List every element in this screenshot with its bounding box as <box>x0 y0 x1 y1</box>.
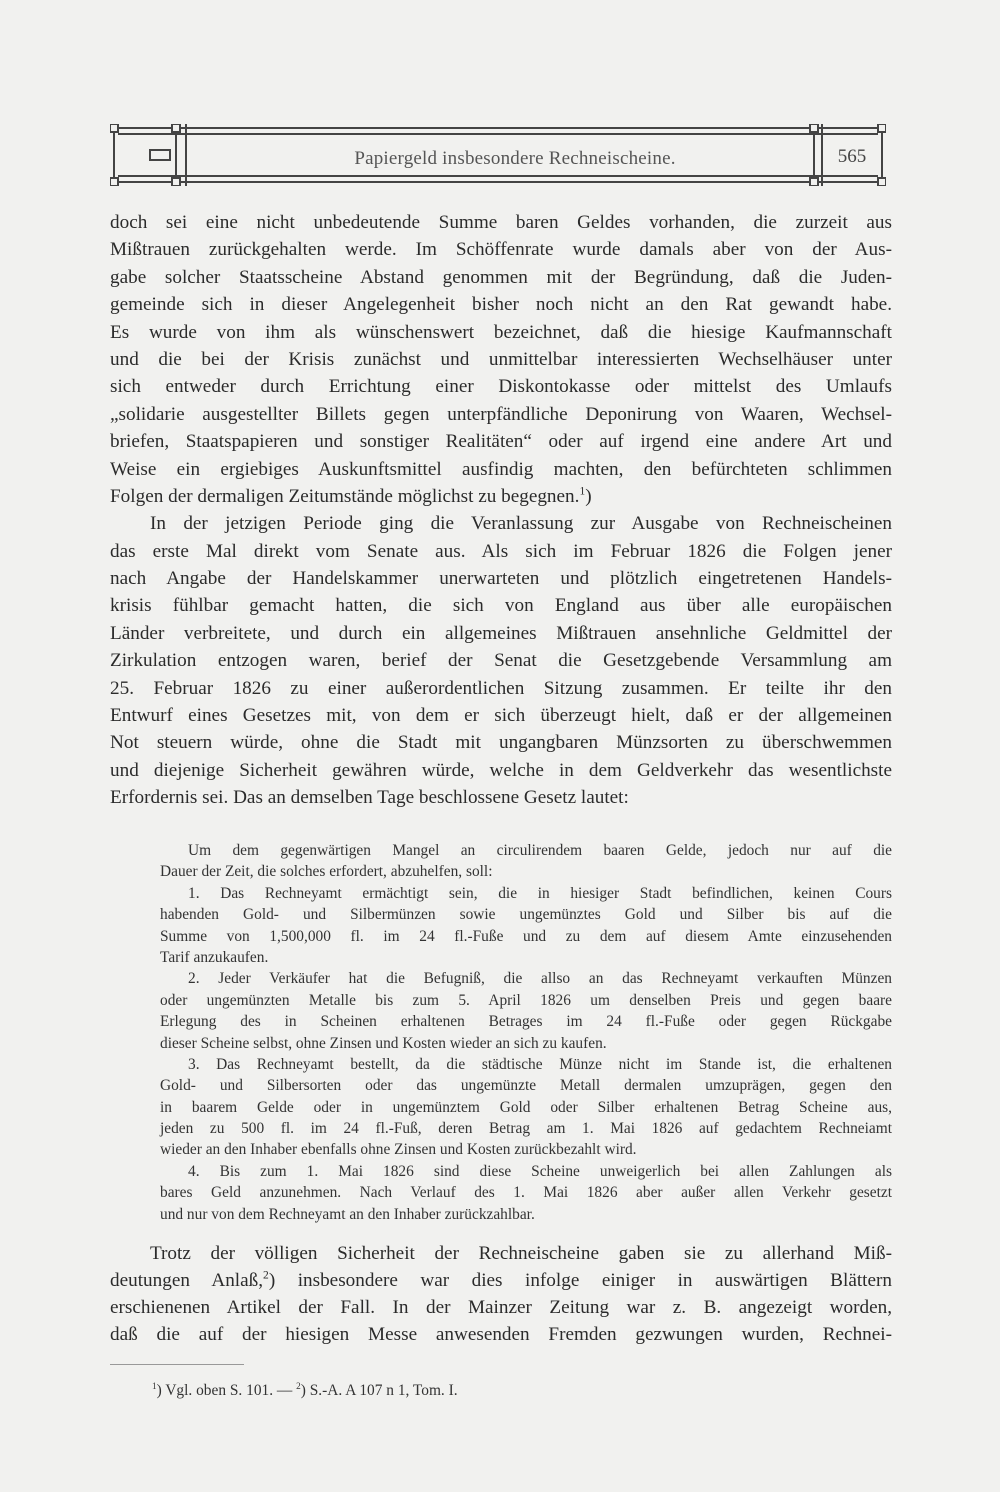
text-line: krisis fühlbar gemacht hatten, die sich von England aus über alle europäischen <box>110 595 892 617</box>
footnote-marker: 1 <box>152 1380 157 1391</box>
footnote-ref: 2 <box>263 1269 269 1282</box>
text-line: bares Geld anzunehmen. Nach Verlauf des 1. Mai 1826 aber außer allen Verkehr gesetzt <box>160 1184 892 1202</box>
footnote-text: ) S.-A. A 107 n 1, Tom. I. <box>300 1382 458 1399</box>
text-line: briefen, Staatspapieren und sonstiger Realitäten“ oder auf irgend eine andere Art und <box>110 431 892 453</box>
running-head-title: Papiergeld insbesondere Rechneischeine. <box>354 148 676 169</box>
text-line: Entwurf eines Gesetzes mit, von dem er sich überzeugt hielt, daß er der allgemeinen <box>110 705 892 727</box>
text-line: 4. Bis zum 1. Mai 1826 sind diese Scheine unweigerlich bei allen Zahlungen als <box>188 1162 892 1180</box>
footnotes <box>152 1382 458 1400</box>
text-line: 3. Das Rechneyamt bestellt, da die städtische Münze nicht im Stande ist, die erhaltenen <box>188 1055 892 1073</box>
text-line: Erlegung des in Scheinen erhaltenen Betrages im 24 fl.-Fuße oder gegen Rückgabe <box>160 1013 892 1031</box>
text-line: Weise ein ergiebiges Auskunftsmittel ausfindig machten, den befürchteten schlimmen <box>110 458 892 480</box>
text-line: In der jetzigen Periode ging die Veranlassung zur Ausgabe von Rechneischeinen <box>150 513 892 535</box>
text-line: und diejenige Sicherheit gewähren würde, welche in dem Geldverkehr das wesentlichste <box>110 759 892 781</box>
text-line: sich entweder durch Errichtung einer Diskontokasse oder mittelst des Umlaufs <box>110 376 892 398</box>
main-text-continued <box>110 1240 892 1348</box>
text-line: 25. Februar 1826 zu einer außerordentlichen Sitzung zusammen. Er teilte ihr den <box>110 677 892 699</box>
text-line: dieser Scheine selbst, ohne Zinsen und Kosten wieder an sich zu kaufen. <box>160 1034 607 1052</box>
text-line: Dauer der Zeit, die solches erfordert, abzuhelfen, soll: <box>160 863 493 881</box>
text-line: 2. Jeder Verkäufer hat die Befugniß, die allso an das Rechneyamt verkauften Münzen <box>188 970 892 988</box>
text-line: Erfordernis sei. Das an demselben Tage beschlossene Gesetz lautet: <box>110 787 629 809</box>
text-line: Summe von 1,500,000 fl. im 24 fl.-Fuße und zu dem auf diesem Amte einzusehenden <box>160 927 892 945</box>
law-quotation <box>160 840 892 1225</box>
text-line: Es wurde von ihm als wünschenswert bezeichnet, daß die hiesige Kaufmannschaft <box>110 321 892 343</box>
footnote-divider <box>110 1364 244 1365</box>
law-item-3 <box>160 1054 892 1161</box>
page-number: 565 <box>837 146 867 167</box>
paragraph <box>110 510 892 811</box>
text-line: Mißtrauen zurückgehalten werde. Im Schöffenrate wurde damals aber von der Aus- <box>110 239 892 261</box>
text-line: Länder verbreitete, und durch ein allgemeines Mißtrauen ansehnliche Geldmittel der <box>110 622 892 644</box>
text-line: nach Angabe der Handelskammer unerwarteten und plötzlich eingetretenen Handels- <box>110 568 892 590</box>
text-line: wieder an den Inhaber ebenfalls ohne Zinsen und Kosten zurückbezahlt wird. <box>160 1141 637 1159</box>
page-header <box>110 124 886 186</box>
text-line: Trotz der völligen Sicherheit der Rechneischeine gaben sie zu allerhand Miß- <box>150 1243 892 1264</box>
text-line: und nur von dem Rechneyamt an den Inhaber zurückzahlbar. <box>160 1205 535 1223</box>
text-line: oder ungemünzten Metalle bis zum 5. April 1826 um denselben Preis und gegen baare <box>160 991 892 1009</box>
paragraph <box>110 209 892 510</box>
footnote-marker: 2 <box>296 1380 301 1391</box>
law-item-1 <box>160 883 892 969</box>
text-line: Not steuern würde, ohne die Stadt mit ungangbaren Münzsorten zu überschwemmen <box>110 732 892 754</box>
law-item-2 <box>160 968 892 1054</box>
text-segment: ) <box>585 485 592 507</box>
footnote-ref: 1 <box>579 485 586 498</box>
text-line: und die bei der Krisis zunächst und unmittelbar interessierten Wechselhäuser unter <box>110 348 892 370</box>
text-line: jeden zu 500 fl. im 24 fl.-Fuß, deren Betrag am 1. Mai 1826 auf gedachtem Rechneiamt <box>160 1120 892 1138</box>
law-item-4 <box>160 1161 892 1225</box>
text-line: das erste Mal direkt vom Senate aus. Als sich im Februar 1826 die Folgen jener <box>110 540 892 562</box>
text-line: doch sei eine nicht unbedeutende Summe baren Geldes vorhanden, die zurzeit aus <box>110 212 892 233</box>
text-line: erschienenen Artikel der Fall. In der Mainzer Zeitung war z. B. angezeigt worden, <box>110 1297 892 1318</box>
text-segment: ) insbesondere war dies infolge einiger in auswärtigen Blättern <box>268 1270 892 1291</box>
text-line: gabe solcher Staatsscheine Abstand genommen mit der Begründung, daß die Juden- <box>110 266 892 288</box>
text-line: „solidarie ausgestellter Billets gegen unterpfändliche Deponirung von Waaren, Wechsel- <box>110 403 892 425</box>
text-line: Gold- und Silbersorten oder das ungemünzte Metall dermalen umzuprägen, gegen den <box>160 1077 892 1095</box>
text-line: in baarem Gelde oder in ungemünztem Gold oder Silber erhaltenen Betrag Scheine aus, <box>160 1098 892 1116</box>
text-line: habenden Gold- und Silbermünzen sowie ungemünztes Gold und Silber bis auf die <box>160 906 892 924</box>
text-line: gemeinde sich in dieser Angelegenheit bisher noch nicht an den Rat gewandt habe. <box>110 294 892 316</box>
law-intro <box>160 840 892 883</box>
text-line: daß die auf der hiesigen Messe anwesenden Fremden gezwungen wurden, Rechnei- <box>110 1324 892 1345</box>
text-line <box>110 483 892 510</box>
text-line: Tarif anzukaufen. <box>160 948 269 966</box>
text-segment: deutungen Anlaß, <box>110 1270 264 1291</box>
text-line: 1. Das Rechneyamt ermächtigt sein, die in hiesiger Stadt befindlichen, keinen Cours <box>188 884 892 902</box>
text-segment: Folgen der dermaligen Zeitumstände möglichst zu begegnen. <box>110 485 580 507</box>
text-line: Um dem gegenwärtigen Mangel an circulirendem baaren Gelde, jedoch nur auf die <box>188 842 892 859</box>
text-line <box>110 1267 892 1294</box>
main-text <box>110 209 892 812</box>
footnote-text: ) Vgl. oben S. 101. — <box>156 1382 297 1399</box>
text-line: Zirkulation entzogen waren, berief der Senat die Gesetzgebende Versammlung am <box>110 650 892 672</box>
